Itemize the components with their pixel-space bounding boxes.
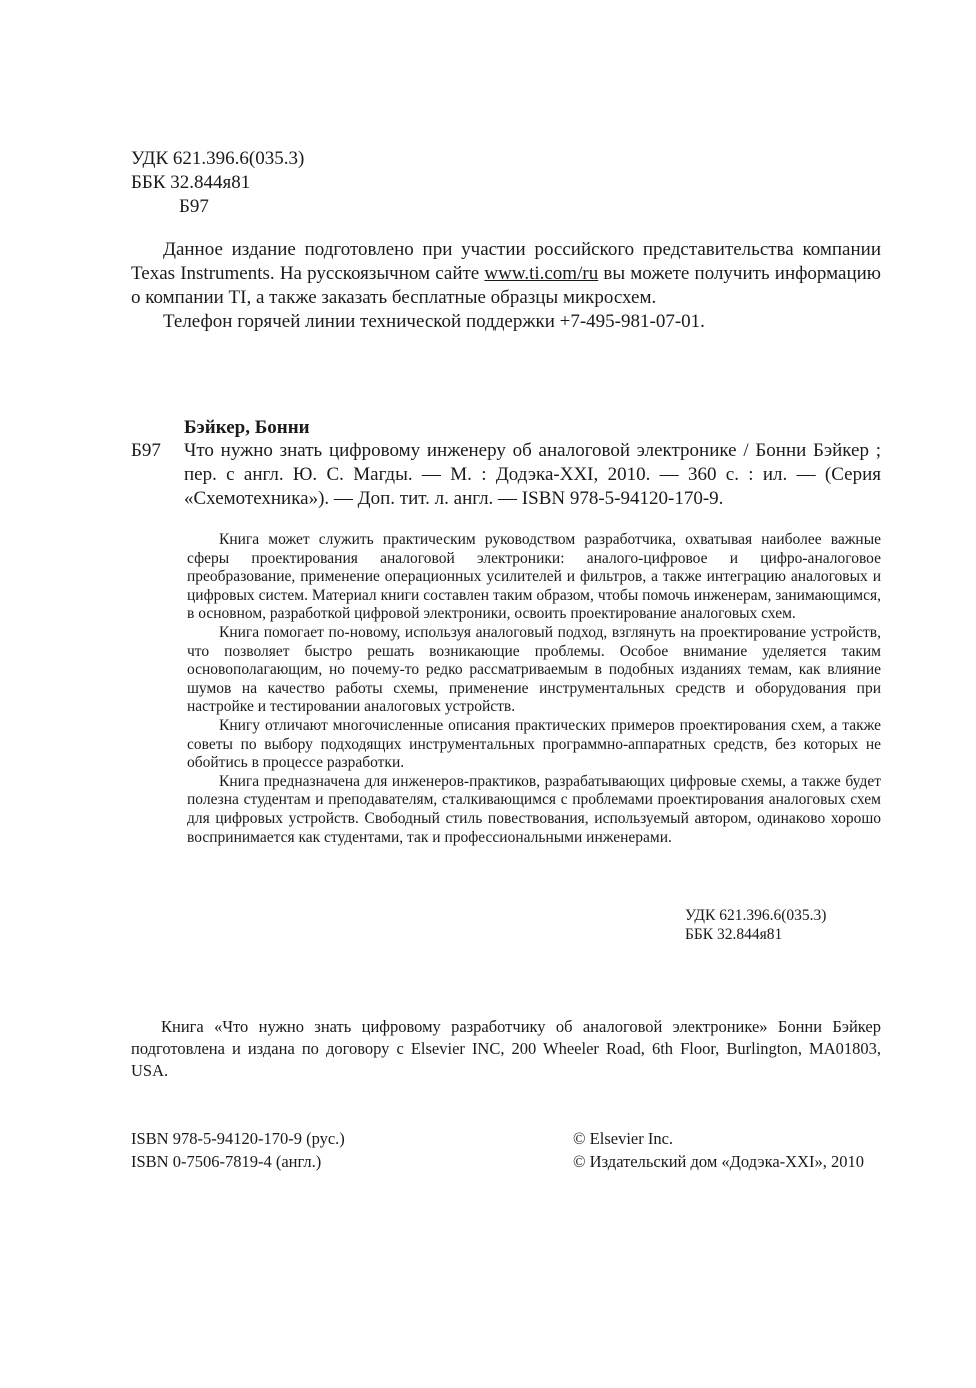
support-phone-paragraph: Телефон горячей линии технической поддержки +7-495-981-07-01. (163, 311, 705, 332)
license-notice (131, 1016, 881, 1082)
publisher-notice (131, 238, 881, 334)
catalog-author-mark: Б97 (131, 440, 161, 461)
notice-paragraph (131, 238, 881, 310)
author-mark: Б97 (179, 196, 209, 217)
book-annotation (187, 531, 881, 847)
annotation-paragraph: Книгу отличают многочисленные описания практических примеров проектирования схем, а также советы по выбору подходящих инструментальных программно-аппаратных средств, без которых не обойтись в процессе разработки. (187, 716, 881, 772)
ti-website-link[interactable]: www.ti.com/ru (484, 263, 599, 284)
header-classification-codes (131, 147, 304, 219)
license-text: Книга «Что нужно знать цифровому разработчику об аналоговой электронике» Бонни Бэйкер подготовлена и издана по договору с Elsevier INC, 200 Wheeler Road, 6th Floor, Burlington, MA01803, USA. (131, 1017, 881, 1080)
annotation-paragraph: Книга может служить практическим руководством разработчика, охватывая наиболее важные сферы проектирования аналоговой электроники: аналого-цифровое и цифро-аналоговое преобразование, применение операционных усилителей и фильтров, а также интеграцию аналоговых и цифровых систем. Материал книги составлен таким образом, чтобы помочь инженерам, занимающимся, в основном, разработкой цифровой электроники, освоить проектирование аналоговых схем. (187, 531, 881, 623)
udk-code: УДК 621.396.6(035.3) (685, 907, 827, 924)
udk-code: УДК 621.396.6(035.3) (131, 148, 305, 169)
bbk-code: ББК 32.844я81 (131, 172, 251, 193)
notice-text-after-link: вы можете получить информацию о компании TI, а также заказать бесплатные образцы микросхем. (131, 263, 881, 308)
catalog-author: Бэйкер, Бонни (184, 417, 310, 438)
copyright-publisher: © Издательский дом «Додэка-XXI», 2010 (573, 1152, 864, 1171)
catalog-description: Что нужно знать цифровому инженеру об аналоговой электронике / Бонни Бэйкер ; пер. с англ. Ю. С. Магды. — М. : Додэка-XXI, 2010. — 360 с. : ил. — (Серия «Схемотехника»). — Доп. тит. л. англ. — ISBN 978-5-94120-170-9. (184, 440, 881, 509)
copyright-list (573, 1127, 864, 1173)
isbn-english: ISBN 0-7506-7819-4 (англ.) (131, 1152, 322, 1171)
isbn-russian: ISBN 978-5-94120-170-9 (рус.) (131, 1129, 345, 1148)
bbk-code: ББК 32.844я81 (685, 926, 783, 943)
annotation-paragraph: Книга предназначена для инженеров-практиков, разрабатывающих цифровые схемы, а также будет полезна студентам и преподавателям, сталкивающимся с проблемами проектирования аналоговых схем для цифровых устройств. Свободный стиль повествования, используемый автором, одинаково хорошо воспринимается как студентами, так и профессиональными инженерами. (187, 772, 881, 846)
copyright-elsevier: © Elsevier Inc. (573, 1129, 674, 1148)
annotation-paragraph: Книга помогает по-новому, используя аналоговый подход, взглянуть на проектирование устройств, что позволяет быстро решать возникающие проблемы. Особое внимание уделяется таким основополагающим, но почему-то редко рассматриваемым в подобных изданиях темам, как влияние шумов на качество работы схемы, применение инструментальных средств и оборудования при настройке и тестировании аналоговых устройств. (187, 623, 881, 716)
isbn-list (131, 1127, 345, 1173)
notice-text-before-link: Данное издание подготовлено при участии российского представительства компании Texas Instruments. На русскоязычном сайте (131, 239, 881, 284)
footer-classification-codes (685, 906, 826, 944)
